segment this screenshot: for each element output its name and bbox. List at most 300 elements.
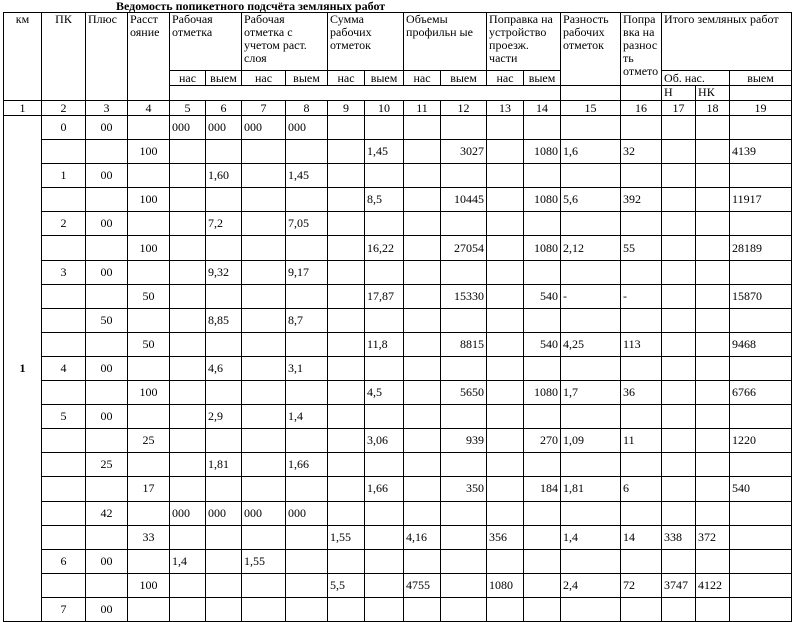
table-cell [662, 501, 696, 525]
table-cell [128, 308, 170, 332]
table-cell [286, 188, 328, 212]
table-cell [242, 308, 286, 332]
table-cell [441, 501, 487, 525]
table-cell [487, 332, 524, 356]
table-cell [441, 164, 487, 188]
table-cell: 356 [487, 525, 524, 549]
table-cell [662, 308, 696, 332]
table-cell [404, 140, 441, 164]
table-cell [328, 597, 365, 621]
table-cell [170, 164, 206, 188]
table-cell [128, 212, 170, 236]
table-cell: 1,81 [561, 477, 621, 501]
table-cell [86, 573, 128, 597]
table-cell [524, 405, 561, 429]
table-cell [662, 597, 696, 621]
table-row [4, 501, 792, 525]
table-cell: 42 [86, 501, 128, 525]
table-cell [621, 116, 662, 140]
table-cell [561, 405, 621, 429]
table-cell [487, 212, 524, 236]
table-cell [128, 453, 170, 477]
table-cell: 00 [86, 356, 128, 380]
table-cell: 17 [128, 477, 170, 501]
table-cell [404, 356, 441, 380]
table-cell [621, 549, 662, 573]
table-cell [365, 405, 404, 429]
table-cell [128, 356, 170, 380]
table-cell [524, 260, 561, 284]
table-cell [696, 429, 730, 453]
table-cell [242, 284, 286, 308]
table-cell [487, 260, 524, 284]
table-cell [441, 453, 487, 477]
table-cell [242, 381, 286, 405]
table-cell [365, 356, 404, 380]
column-number: 6 [206, 101, 242, 116]
table-cell: 0 [42, 116, 86, 140]
table-cell [487, 140, 524, 164]
table-cell: 11,8 [365, 332, 404, 356]
table-cell: 540 [524, 332, 561, 356]
table-cell: 15330 [441, 284, 487, 308]
table-cell: 000 [170, 116, 206, 140]
table-cell [170, 332, 206, 356]
table-cell [365, 453, 404, 477]
table-cell: 1080 [524, 236, 561, 260]
table-cell [621, 212, 662, 236]
table-cell: 4139 [730, 140, 792, 164]
table-cell: 4,16 [404, 525, 441, 549]
column-number: 2 [42, 101, 86, 116]
table-cell [441, 356, 487, 380]
table-cell: 6 [621, 477, 662, 501]
column-number: 4 [128, 101, 170, 116]
column-number: 9 [328, 101, 365, 116]
table-row [4, 284, 792, 308]
table-cell: 1,55 [242, 549, 286, 573]
table-cell: 50 [128, 332, 170, 356]
table-cell [170, 284, 206, 308]
table-row [4, 477, 792, 501]
table-cell: 000 [286, 501, 328, 525]
table-cell [662, 284, 696, 308]
table-cell: 000 [286, 116, 328, 140]
table-cell [365, 597, 404, 621]
table-cell [662, 140, 696, 164]
table-cell [206, 188, 242, 212]
table-cell [730, 549, 792, 573]
column-number: 7 [242, 101, 286, 116]
table-cell: 9468 [730, 332, 792, 356]
table-cell: 5,6 [561, 188, 621, 212]
table-cell [170, 260, 206, 284]
table-cell [441, 260, 487, 284]
header-spacer [170, 86, 561, 101]
table-cell: 3,06 [365, 429, 404, 453]
table-cell [696, 549, 730, 573]
table-cell [328, 453, 365, 477]
table-cell [696, 260, 730, 284]
column-number: 3 [86, 101, 128, 116]
table-cell [242, 573, 286, 597]
table-cell [561, 308, 621, 332]
table-cell: 000 [170, 501, 206, 525]
table-cell [328, 308, 365, 332]
table-cell: 00 [86, 260, 128, 284]
table-row [4, 164, 792, 188]
table-cell [42, 453, 86, 477]
table-cell [561, 116, 621, 140]
table-cell [286, 477, 328, 501]
column-number: 14 [524, 101, 561, 116]
table-cell [128, 549, 170, 573]
header-nk: НК [696, 86, 730, 101]
table-cell: 372 [696, 525, 730, 549]
header-n: Н [662, 86, 696, 101]
table-cell: 2,9 [206, 405, 242, 429]
table-cell: 15870 [730, 284, 792, 308]
table-cell [86, 332, 128, 356]
table-cell [441, 597, 487, 621]
table-cell [170, 573, 206, 597]
table-cell [170, 429, 206, 453]
table-cell [242, 453, 286, 477]
table-cell: 1,4 [561, 525, 621, 549]
table-cell [328, 164, 365, 188]
table-cell [206, 573, 242, 597]
header-sum-marks: Сумма рабочих отметок [328, 13, 404, 71]
table-cell [662, 236, 696, 260]
table-cell [621, 260, 662, 284]
table-cell [206, 332, 242, 356]
table-cell [441, 525, 487, 549]
table-cell [696, 356, 730, 380]
table-cell: 9,17 [286, 260, 328, 284]
table-cell [696, 212, 730, 236]
table-cell [487, 356, 524, 380]
table-cell: 33 [128, 525, 170, 549]
table-cell [128, 116, 170, 140]
table-cell: 5650 [441, 381, 487, 405]
header-work-mark: Рабочая отметка [170, 13, 242, 71]
table-cell [170, 140, 206, 164]
table-cell [730, 597, 792, 621]
table-cell [42, 236, 86, 260]
table-cell [621, 356, 662, 380]
column-number: 1 [4, 101, 42, 116]
table-row [4, 140, 792, 164]
table-cell [42, 284, 86, 308]
table-cell: 1,09 [561, 429, 621, 453]
table-cell [662, 405, 696, 429]
table-cell [242, 429, 286, 453]
table-cell: 1,66 [286, 453, 328, 477]
table-cell: 00 [86, 549, 128, 573]
header-volumes: Объемы профильн ые [404, 13, 487, 71]
table-cell [487, 381, 524, 405]
table-cell: 11917 [730, 188, 792, 212]
table-cell [404, 116, 441, 140]
table-cell [206, 236, 242, 260]
table-cell: 113 [621, 332, 662, 356]
table-cell [242, 188, 286, 212]
table-cell [730, 308, 792, 332]
table-cell [128, 597, 170, 621]
table-row [4, 549, 792, 573]
table-cell [404, 332, 441, 356]
table-cell [696, 188, 730, 212]
header-nas: нас [170, 71, 206, 86]
table-cell [524, 573, 561, 597]
table-cell [696, 116, 730, 140]
table-cell [561, 549, 621, 573]
table-cell [286, 597, 328, 621]
table-cell [170, 525, 206, 549]
table-cell: 2,12 [561, 236, 621, 260]
table-cell: 000 [206, 116, 242, 140]
table-cell: 100 [128, 188, 170, 212]
table-cell: 6 [42, 549, 86, 573]
table-cell: 1080 [487, 573, 524, 597]
table-cell [242, 525, 286, 549]
table-cell: 2,4 [561, 573, 621, 597]
table-cell [662, 332, 696, 356]
table-cell [128, 260, 170, 284]
table-row [4, 260, 792, 284]
header-nas: нас [404, 71, 441, 86]
table-cell: 00 [86, 597, 128, 621]
table-cell [86, 236, 128, 260]
table-cell [696, 597, 730, 621]
column-numbers-row [4, 101, 792, 116]
table-cell [404, 597, 441, 621]
table-cell [561, 453, 621, 477]
table-cell [730, 501, 792, 525]
table-cell [328, 140, 365, 164]
table-cell [662, 381, 696, 405]
table-cell [170, 453, 206, 477]
table-cell [206, 284, 242, 308]
table-cell [365, 501, 404, 525]
table-cell [86, 525, 128, 549]
table-cell [170, 597, 206, 621]
table-row [4, 356, 792, 380]
table-row [4, 381, 792, 405]
table-cell [42, 140, 86, 164]
table-cell [524, 308, 561, 332]
table-row [4, 116, 792, 140]
table-cell [696, 332, 730, 356]
table-cell: 1,66 [365, 477, 404, 501]
header-vyem: выем [286, 71, 328, 86]
table-cell [487, 477, 524, 501]
table-cell [206, 477, 242, 501]
table-cell [242, 597, 286, 621]
table-cell [328, 501, 365, 525]
table-cell: 36 [621, 381, 662, 405]
table-cell [242, 260, 286, 284]
table-cell: 1,6 [561, 140, 621, 164]
table-cell [487, 284, 524, 308]
table-cell [86, 477, 128, 501]
table-cell [662, 164, 696, 188]
table-cell: 50 [128, 284, 170, 308]
column-number: 18 [696, 101, 730, 116]
table-cell [561, 597, 621, 621]
header-spacer [621, 86, 662, 101]
table-cell: 3027 [441, 140, 487, 164]
table-cell: 000 [206, 501, 242, 525]
table-cell [365, 573, 404, 597]
table-cell [404, 405, 441, 429]
table-cell [328, 429, 365, 453]
table-row [4, 332, 792, 356]
table-cell [206, 525, 242, 549]
header-work-mark-layer: Рабочая отметка с учетом раст. слоя [242, 13, 328, 71]
table-cell [730, 573, 792, 597]
table-cell [730, 212, 792, 236]
header-nas: нас [242, 71, 286, 86]
header-vyem: выем [441, 71, 487, 86]
header-vyem: выем [206, 71, 242, 86]
table-cell [404, 453, 441, 477]
table-cell [242, 140, 286, 164]
table-cell: 540 [524, 284, 561, 308]
table-cell [42, 477, 86, 501]
table-cell [170, 381, 206, 405]
table-cell: 1,45 [286, 164, 328, 188]
table-cell [730, 260, 792, 284]
table-cell [286, 284, 328, 308]
header-vyem: выем [730, 71, 792, 86]
table-cell: 8,5 [365, 188, 404, 212]
table-cell [242, 405, 286, 429]
table-cell [730, 525, 792, 549]
table-cell [524, 164, 561, 188]
table-cell [404, 164, 441, 188]
table-cell: 1,81 [206, 453, 242, 477]
table-cell [206, 140, 242, 164]
table-cell [441, 116, 487, 140]
table-cell [286, 525, 328, 549]
table-cell: 32 [621, 140, 662, 164]
table-cell [730, 405, 792, 429]
km-cell: 1 [4, 116, 42, 622]
table-cell [170, 236, 206, 260]
table-cell [242, 477, 286, 501]
table-cell: 16,22 [365, 236, 404, 260]
table-cell [621, 597, 662, 621]
table-cell [662, 477, 696, 501]
table-cell: 000 [242, 501, 286, 525]
table-cell: 9,32 [206, 260, 242, 284]
table-cell: 25 [86, 453, 128, 477]
table-cell [328, 284, 365, 308]
table-cell: 10445 [441, 188, 487, 212]
table-cell: 3747 [662, 573, 696, 597]
table-cell [730, 164, 792, 188]
table-cell: 11 [621, 429, 662, 453]
table-cell [42, 429, 86, 453]
table-cell [286, 549, 328, 573]
table-cell [696, 308, 730, 332]
header-mark-difference: Разность рабочих отметок [561, 13, 621, 86]
header-correction-road: Поправка на устройство проезж. части [487, 13, 561, 71]
table-cell: 100 [128, 140, 170, 164]
table-cell: 7,2 [206, 212, 242, 236]
table-cell [404, 188, 441, 212]
table-cell [524, 212, 561, 236]
table-cell [206, 597, 242, 621]
column-number: 12 [441, 101, 487, 116]
table-row [4, 308, 792, 332]
table-cell: 1080 [524, 140, 561, 164]
table-cell [696, 501, 730, 525]
column-number: 15 [561, 101, 621, 116]
table-row [4, 429, 792, 453]
table-cell [365, 549, 404, 573]
table-cell: 00 [86, 212, 128, 236]
table-cell [487, 549, 524, 573]
table-cell [441, 573, 487, 597]
table-cell [524, 549, 561, 573]
header-distance: Расст ояние [128, 13, 170, 101]
column-number: 19 [730, 101, 792, 116]
table-cell: 00 [86, 164, 128, 188]
table-cell: 1220 [730, 429, 792, 453]
table-cell [561, 260, 621, 284]
table-cell [404, 549, 441, 573]
table-cell [206, 381, 242, 405]
table-cell [242, 332, 286, 356]
table-cell [86, 429, 128, 453]
header-total: Итого земляных работ [662, 13, 792, 71]
table-cell: - [561, 284, 621, 308]
table-cell: 100 [128, 236, 170, 260]
table-cell [328, 332, 365, 356]
table-cell [662, 188, 696, 212]
table-cell: 4 [42, 356, 86, 380]
table-cell: 6766 [730, 381, 792, 405]
table-cell [365, 308, 404, 332]
table-cell: 1080 [524, 381, 561, 405]
table-cell [86, 284, 128, 308]
table-cell: 939 [441, 429, 487, 453]
table-cell: 000 [242, 116, 286, 140]
table-cell [662, 453, 696, 477]
table-cell [730, 116, 792, 140]
table-cell: 50 [86, 308, 128, 332]
table-cell: 17,87 [365, 284, 404, 308]
table-cell [487, 116, 524, 140]
table-cell: 72 [621, 573, 662, 597]
table-cell: 270 [524, 429, 561, 453]
table-cell [86, 188, 128, 212]
table-cell [621, 405, 662, 429]
table-cell [206, 549, 242, 573]
header-vyem: выем [524, 71, 561, 86]
table-cell [365, 525, 404, 549]
header-plus: Плюс [86, 13, 128, 101]
table-cell [487, 597, 524, 621]
table-cell: 1,7 [561, 381, 621, 405]
earthwork-table [3, 12, 792, 622]
table-cell [404, 477, 441, 501]
table-cell: 1,55 [328, 525, 365, 549]
table-cell [662, 116, 696, 140]
table-row [4, 405, 792, 429]
